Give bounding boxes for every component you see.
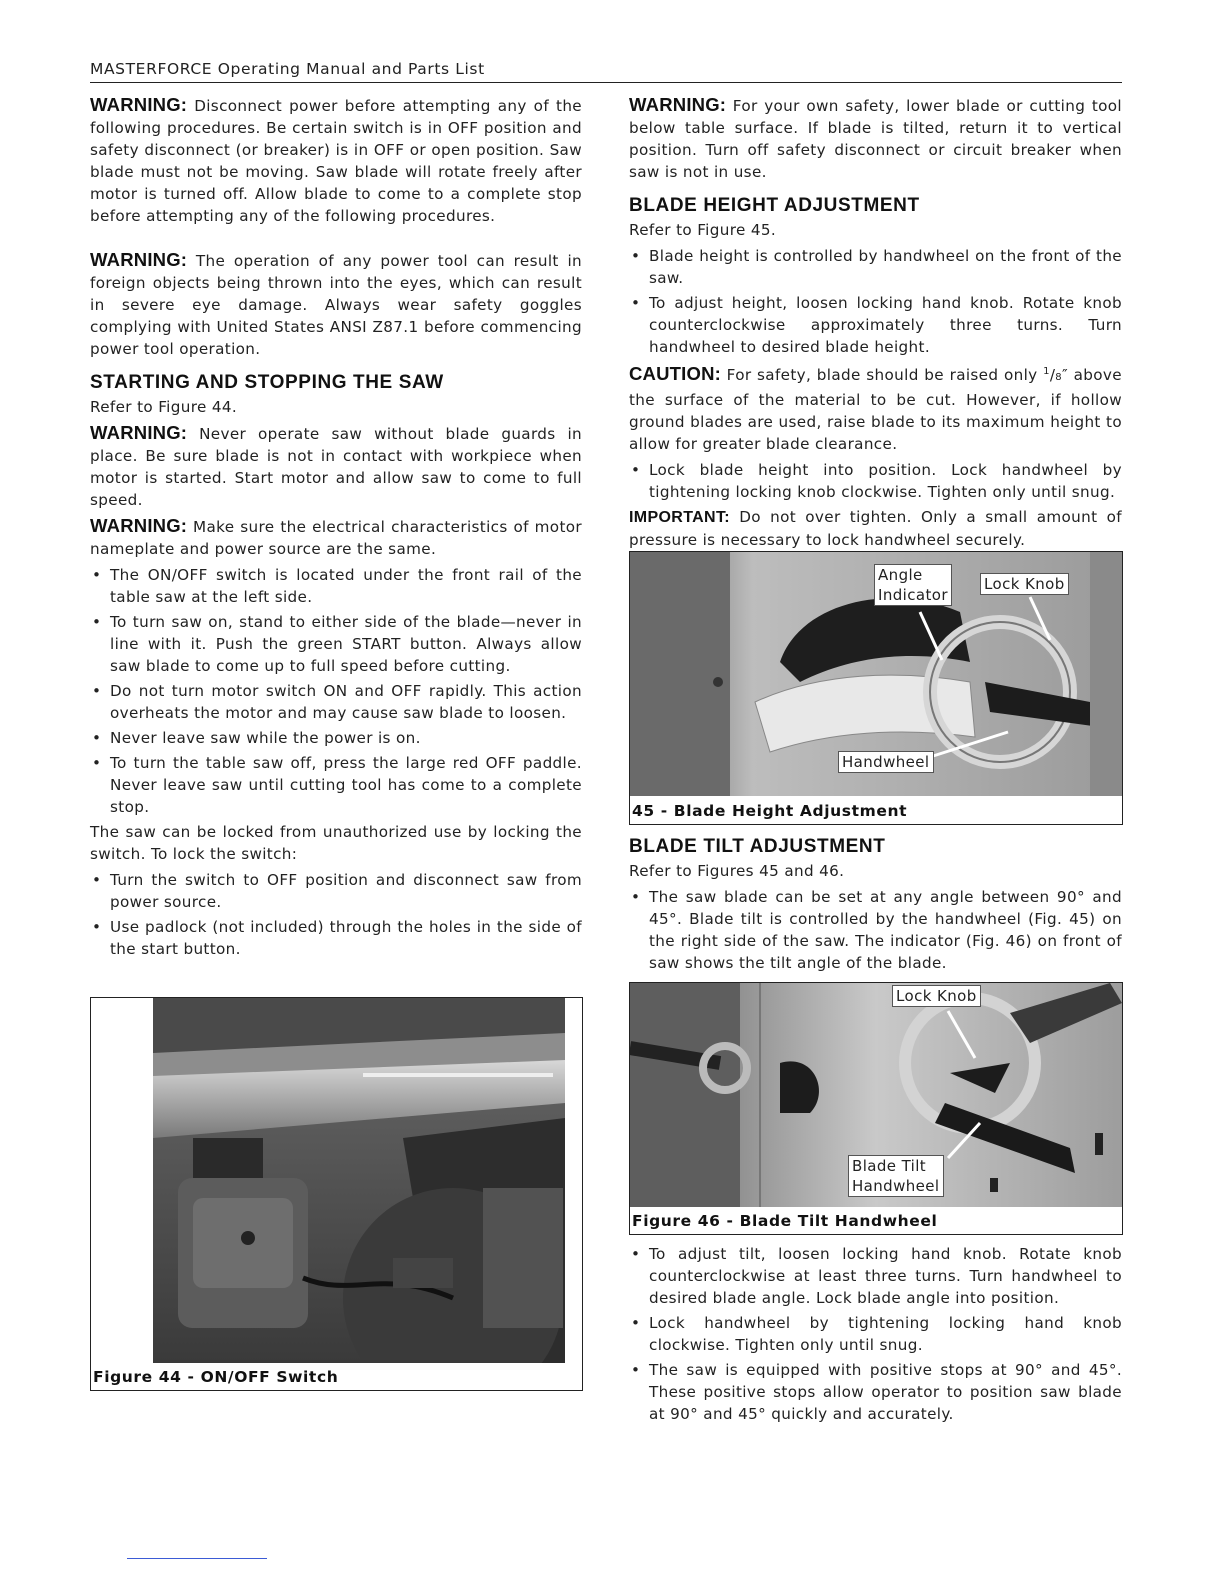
- right-column: [629, 94, 1122, 551]
- list-item: • Use padlock (not included) through the holes in the side of the start button.: [90, 916, 582, 960]
- warning-label: WARNING:: [90, 422, 188, 443]
- tilt-adjust-section: [629, 1243, 1122, 1428]
- table-saw-switch-illustration: [153, 998, 565, 1363]
- callout-lock-knob: Lock Knob: [980, 573, 1069, 595]
- header-rule: [90, 82, 1122, 83]
- list-item: • Lock blade height into position. Lock handwheel by tightening locking knob clockwise. Tighten only until snug.: [629, 459, 1122, 503]
- section-title-blade-height: BLADE HEIGHT ADJUSTMENT: [629, 195, 920, 216]
- refer-figure-45: Refer to Figure 45.: [629, 221, 777, 239]
- list-item: • Lock handwheel by tightening locking hand knob clockwise. Tighten only until snug.: [629, 1312, 1122, 1356]
- page-header: MASTERFORCE Operating Manual and Parts List: [90, 60, 485, 78]
- important-label: IMPORTANT:: [629, 509, 730, 527]
- warning-text: Never operate saw without blade guards in place. Be sure blade is not in contact with workpiece when motor is started. Start motor and allow saw to come to full speed.: [90, 425, 582, 509]
- warning-electrical: [90, 515, 582, 560]
- caution-note: CAUTION: For safety, blade should be raised only $^1$/8″ above the surface of the material to be cut. However, if hollow ground blades are used, raise blade to its maximum height to allow for greater blade clearance.: [629, 363, 1122, 454]
- list-item: • To turn saw on, stand to either side of the blade—never in line with it. Push the green START button. Always allow saw blade to come up to full speed before cutting.: [90, 611, 582, 677]
- warning-text: The operation of any power tool can result in foreign objects being thrown into the eyes, which can result in severe eye damage. Always wear safety goggles complying with United States ANSI Z87.1 before commencing power tool operation.: [90, 252, 582, 358]
- important-note: [629, 506, 1122, 551]
- callout-blade-tilt-handwheel: [848, 1155, 944, 1197]
- warning-label: WARNING:: [90, 515, 188, 536]
- figure-46-caption: Figure 46 - Blade Tilt Handwheel: [632, 1212, 938, 1230]
- list-item: • To adjust tilt, loosen locking hand knob. Rotate knob counterclockwise at least three turns. Turn handwheel to desired blade angle. Lock blade angle into position.: [629, 1243, 1122, 1309]
- callout-text: Angle: [878, 566, 923, 584]
- fraction-denominator: 8: [1055, 372, 1063, 384]
- warning-lower-blade: [629, 94, 1122, 183]
- list-item: • The saw blade can be set at any angle between 90° and 45°. Blade tilt is controlled by the handwheel (Fig. 45) on the right side of the saw. The indicator (Fig. 46) on front of saw shows the tilt angle of the blade.: [629, 886, 1122, 974]
- footer-link-underline: [127, 1558, 267, 1559]
- figure-46: [629, 982, 1123, 1235]
- caution-label: CAUTION:: [629, 363, 722, 385]
- caution-text: For safety, blade should be raised only: [726, 366, 1038, 385]
- warning-label: WARNING:: [629, 94, 727, 115]
- figure-45: [629, 551, 1123, 825]
- switch-bullets: [90, 564, 582, 818]
- tilt-bullets: [629, 886, 1122, 974]
- warning-blade-guards: [90, 422, 582, 511]
- list-item: • To turn the table saw off, press the large red OFF paddle. Never leave saw until cutting tool has come to a complete stop.: [90, 752, 582, 818]
- warning-text: Disconnect power before attempting any of the following procedures. Be certain switch is in OFF position and safety disconnect (or breaker) is in OFF or open position. Saw blade must not be moving. Saw blade will rotate freely after motor is turned off. Allow blade to come to a complete stop before attempting any of the following procedures.: [90, 97, 582, 225]
- callout-text: Blade Tilt: [852, 1157, 927, 1175]
- section-title-starting: STARTING AND STOPPING THE SAW: [90, 372, 444, 393]
- figure-44-caption: Figure 44 - ON/OFF Switch: [93, 1368, 339, 1386]
- warning-eyes: [90, 249, 582, 360]
- callout-lock-knob: Lock Knob: [892, 985, 981, 1007]
- figure-44: [90, 997, 583, 1391]
- warning-label: WARNING:: [90, 249, 188, 270]
- blade-tilt-section: [629, 836, 1122, 977]
- height-bullets: [629, 245, 1122, 358]
- warning-text: For your own safety, lower blade or cutting tool below table surface. If blade is tilted, return it to vertical position. Turn off safety disconnect or circuit breaker when saw is not in use.: [629, 97, 1122, 181]
- caution-text: ″ above the surface of the material to be cut. However, if hollow ground blades are used, raise blade to its maximum height to allow for greater blade clearance.: [629, 366, 1122, 454]
- refer-figures-45-46: Refer to Figures 45 and 46.: [629, 862, 845, 880]
- lock-intro: The saw can be locked from unauthorized use by locking the switch. To lock the switch:: [90, 823, 582, 863]
- lock-bullets: [90, 869, 582, 960]
- figure-44-photo: [153, 998, 565, 1363]
- lock-height-bullets: [629, 459, 1122, 503]
- list-item: • The ON/OFF switch is located under the front rail of the table saw at the left side.: [90, 564, 582, 608]
- callout-handwheel: Handwheel: [838, 751, 934, 773]
- tilt-adjust-bullets: [629, 1243, 1122, 1425]
- section-title-blade-tilt: BLADE TILT ADJUSTMENT: [629, 836, 886, 857]
- list-item: • Never leave saw while the power is on.: [90, 727, 582, 749]
- list-item: • Blade height is controlled by handwheel on the front of the saw.: [629, 245, 1122, 289]
- list-item: • Turn the switch to OFF position and disconnect saw from power source.: [90, 869, 582, 913]
- fraction-numerator: 1: [1043, 366, 1050, 377]
- refer-figure-44: Refer to Figure 44.: [90, 398, 238, 416]
- list-item: • The saw is equipped with positive stops at 90° and 45°. These positive stops allow operator to position saw blade at 90° and 45° quickly and accurately.: [629, 1359, 1122, 1425]
- callout-text: Indicator: [878, 586, 948, 604]
- list-item: • To adjust height, loosen locking hand knob. Rotate knob counterclockwise approximately three turns. Turn handwheel to desired blade height.: [629, 292, 1122, 358]
- left-column: [90, 94, 582, 963]
- figure-45-caption: 45 - Blade Height Adjustment: [632, 802, 908, 820]
- list-item: • Do not turn motor switch ON and OFF rapidly. This action overheats the motor and may cause saw blade to loosen.: [90, 680, 582, 724]
- warning-label: WARNING:: [90, 94, 188, 115]
- warning-disconnect: [90, 94, 582, 227]
- callout-angle-indicator: [874, 564, 952, 606]
- important-text: Do not over tighten. Only a small amount of pressure is necessary to lock handwheel securely.: [629, 508, 1122, 550]
- callout-text: Handwheel: [852, 1177, 940, 1195]
- warning-text: Make sure the electrical characteristics of motor nameplate and power source are the same.: [90, 518, 582, 558]
